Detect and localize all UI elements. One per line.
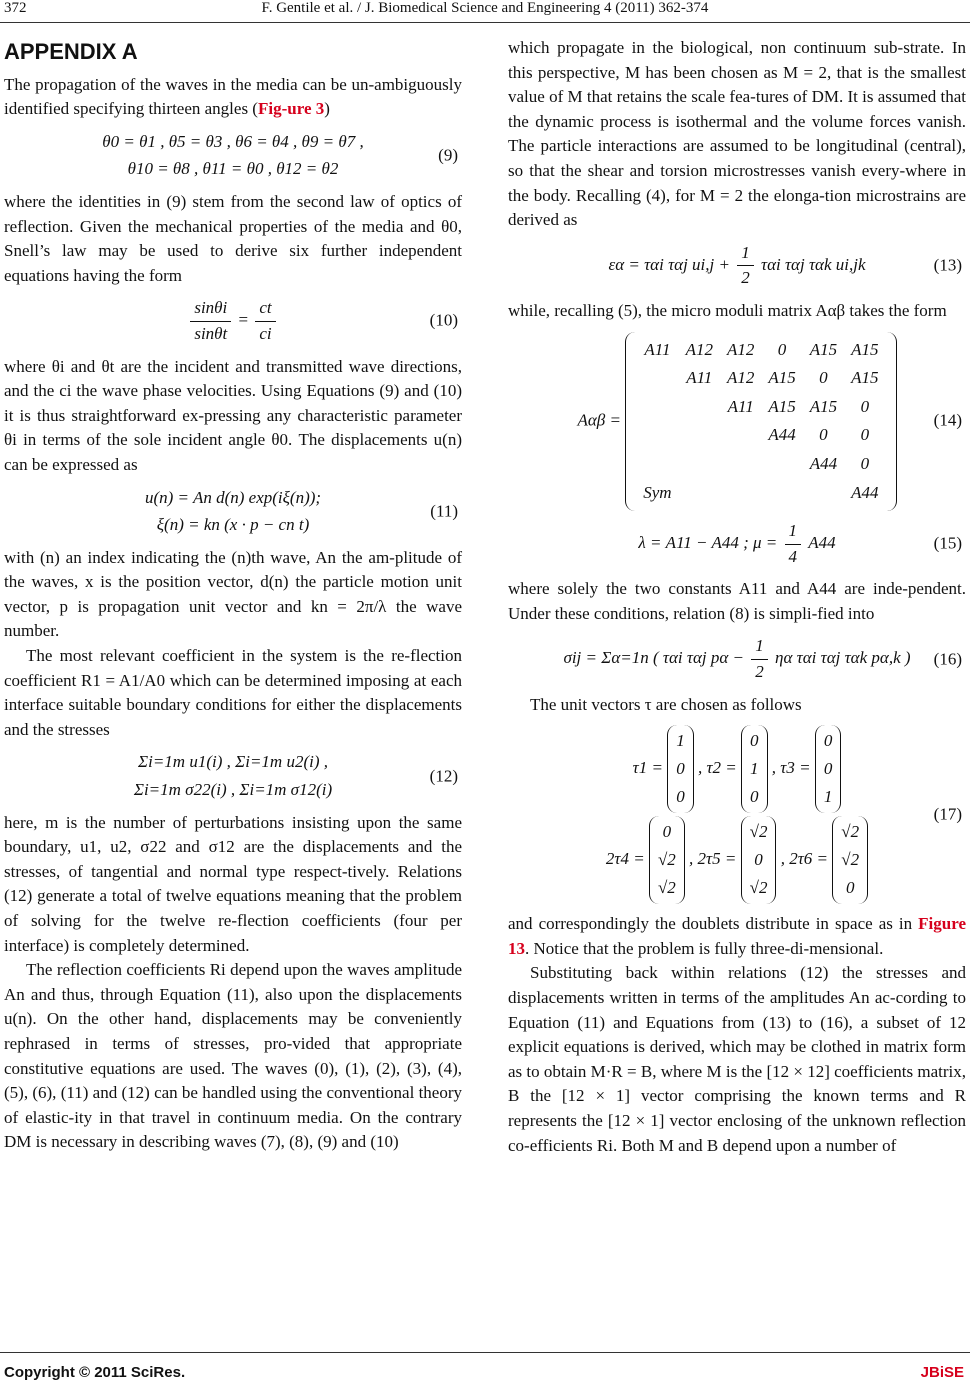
equation-14 [508,332,966,512]
equation-number: (11) [430,501,458,521]
matrix-cell: A15 [768,368,796,388]
matrix-cell: 0 [819,425,828,445]
vector-entry: √2 [749,878,768,898]
matrix-cell: A15 [768,396,796,416]
matrix-cell: A44 [768,425,796,445]
matrix-cell [720,479,761,508]
denominator: 2 [755,662,764,682]
unit-vector [667,725,694,813]
page-number: 372 [4,0,27,16]
vector-entry: √2 [841,822,860,842]
copyright: Copyright © 2011 SciRes. [4,1364,186,1381]
numerator: 1 [737,241,754,267]
fraction [785,519,802,569]
paragraph: The most relevant coefficient in the system is the re-flection coefficient R1 = A1/A0 which can be determined imposing at each interface suitable boundary conditions for either the displacements and the stresses [4,646,462,739]
equation-part: , τ3 = [771,758,811,778]
moduli-matrix [625,332,896,512]
vector-entry: 0 [750,731,759,751]
equation-line [508,725,966,813]
matrix-cell [720,421,761,450]
matrix-cell: A12 [685,339,713,359]
equation-part: τ1 = [632,758,663,778]
equation-line [508,816,966,904]
matrix-cell: 0 [819,368,828,388]
vector-entry: 0 [823,759,833,779]
unit-vector [741,725,768,813]
matrix-cell: A44 [809,453,838,473]
matrix-table [636,336,885,508]
vector-entry: 0 [754,850,763,870]
equation-part: σij = Σα=1n ( ταi ταj pα − [563,648,745,668]
equation-11 [4,486,462,538]
paragraph: with (n) an index indicating the (n)th wave, An the am-plitude of the waves, x is the position vector, d(n) the particle motion unit vector, p is propagation unit vector and kn = 2π/λ the wave number. [4,547,462,641]
equation-line: θ10 = θ8 , θ11 = θ0 , θ12 = θ2 [127,159,339,179]
equation-line: θ0 = θ1 , θ5 = θ3 , θ6 = θ4 , θ9 = θ7 , [102,131,364,151]
vector-entry: √2 [657,850,676,870]
matrix-cell [679,479,720,508]
right-column [508,36,966,1158]
paragraph: here, m is the number of perturbations insisting upon the same boundary, u1, u2, σ22 and σ12 are the displacements and the stresses, of tangential and normal type respect-tively. Relations (12) generate a total of twelve equations meaning that the problem of solving for the twelve re-flection coefficients (four per interface) is completely determined. [4,812,462,955]
matrix-cell: A11 [644,339,671,359]
equation-number: (16) [933,649,962,669]
matrix-cell: 0 [777,339,787,359]
unit-vector [832,816,868,904]
fraction [190,296,231,346]
paragraph: The reflection coefficients Ri depend upon the waves amplitude An and thus, through Equation (11), also upon the displacements u(n). On the other hand, displacements may be conveniently rephrased in terms of stresses, pro-vided that appropriate constitutive equations are used. The waves (0), (1), (2), (3), (4), (5), (6), (11) and (12) can be handled using the conventional theory of elastic-ity in that travel in continuum media. On the contrary DM is necessary in describing waves (7), (8), (9) and (10) [4,960,462,1152]
matrix-cell: A12 [726,339,755,359]
equation-part: ταi ταj ταk ui,jk [760,254,866,274]
paragraph: Substituting back within relations (12) the stresses and displacements written in terms of the amplitudes An ac-cording to Equation (11) and Equations from (13) to (16), a subset of 12 explicit equations is derived, which may be clothed in matrix form as to obtain M·R = B, where M is the [12 × 12] coefficients matrix, B the [12 × 1] vector comprising the known terms and R represents the [12 × 1] vector enclosing of the unknown reflection co-efficients Ri. Both M and B depend upon a number of [508,963,966,1155]
numerator: sinθi [190,296,231,322]
equation-line: Σi=1m σ22(i) , Σi=1m σ12(i) [133,780,333,800]
matrix-cell: A15 [851,368,879,388]
text-run: The propagation of the waves in the media can be un-ambiguously identified specifying thirteen angles ( [4,74,462,119]
equation-line: u(n) = An d(n) exp(iξ(n)); [144,487,322,507]
unit-vector [649,816,685,904]
vector-entry: √2 [749,822,768,842]
equation-9 [4,130,462,182]
matrix-cell [679,421,720,450]
numerator: 1 [751,634,768,660]
text-run: ) [324,99,330,119]
header-rule [0,22,970,23]
numerator: 1 [785,519,802,545]
paragraph [4,73,462,122]
paragraph: where the identities in (9) stem from the second law of optics of reflection. Given the mechanical properties of the media and θ0, Snell’s law may be used to derive six further independent equations having the form [4,191,462,285]
vector-entry: 1 [823,787,833,807]
matrix-cell [761,450,802,479]
journal-logo: JBiSE [920,1364,964,1381]
equation-number: (17) [933,804,962,824]
matrix-cell [679,393,720,422]
vector-entry: 0 [676,759,685,779]
matrix-cell [761,479,802,508]
equation-10: $\frac{\sin\theta i}{\sin\theta t}$ = $\frac{ct}{ci}$ (10) [4,296,462,346]
running-title: F. Gentile et al. / J. Biomedical Science and Engineering 4 (2011) 362-374 [261,0,709,16]
equation-number: (13) [933,255,962,275]
equation-15 [508,519,966,569]
matrix-cell [636,364,678,393]
paragraph [508,912,966,961]
matrix-cell: A44 [851,482,879,502]
denominator: ci [259,323,272,343]
denominator: sinθt [194,323,228,343]
paragraph: where θi and θt are the incident and transmitted wave directions, and the ci the wave phase velocities. Using Equations (9) and (10) it is thus straightforward ex-pressing any characteristic parameter θi in terms of the sole incident angle θ0. The displacements u(n) can be expressed as [4,356,462,474]
matrix-cell [636,421,678,450]
unit-vector [741,816,777,904]
appendix-heading: APPENDIX A [4,39,138,64]
matrix-cell: A15 [851,339,879,359]
equation-part: , τ2 = [697,758,737,778]
equation-number: (15) [933,533,962,553]
page-header [0,0,970,24]
equation-line: ξ(n) = kn (x · p − cn t) [156,515,310,535]
matrix-cell [720,450,761,479]
text-run: and correspondingly the doublets distribute in space as in [508,914,919,934]
equation-number: (9) [438,145,458,165]
equation-number: (10) [429,311,458,331]
paragraph: where solely the two constants A11 and A44 are inde-pendent. Under these conditions, relation (8) is simpli-fied into [508,579,966,623]
page-footer [0,1352,970,1386]
matrix-cell [636,393,678,422]
paragraph: while, recalling (5), the micro moduli matrix Aαβ takes the form [508,300,947,320]
matrix-cell [803,479,844,508]
matrix-cell: 0 [860,453,870,473]
text-run: . Notice that the problem is fully three-di-mensional. [525,938,884,958]
matrix-cell: 0 [860,396,870,416]
equation-part: ηα ταi ταj ταk pα,k ) [775,648,911,668]
figure-link[interactable]: Fig-ure 3 [257,99,325,119]
equation-part: Aαβ = [577,410,621,430]
matrix-cell: Sym [643,482,672,502]
matrix-cell: A11 [686,368,713,388]
matrix-cell [636,450,678,479]
equation-part: , 2τ5 = [689,849,737,869]
equation-12 [4,750,462,802]
fraction [751,634,768,684]
vector-entry: 0 [750,787,759,807]
equation-part: εα = ταi ταj ui,j + [608,254,730,274]
equation-16 [508,634,966,684]
matrix-cell: A15 [809,339,838,359]
matrix-cell [679,450,720,479]
matrix-cell: 0 [860,425,870,445]
equation-13 [508,241,966,291]
matrix-cell: A15 [809,396,838,416]
equation-17 [508,725,966,904]
denominator: 2 [741,268,750,288]
vector-entry: 0 [662,822,672,842]
equation-number: (14) [933,411,962,431]
paragraph: The unit vectors τ are chosen as follows [530,694,802,714]
left-column [4,36,462,1155]
vector-entry: 1 [750,759,759,779]
equation-part: , 2τ6 = [780,849,829,869]
vector-entry: 0 [823,731,833,751]
vector-entry: 1 [676,731,685,751]
matrix-cell: A11 [727,396,754,416]
unit-vector [815,725,842,813]
equation-number: (12) [429,766,458,786]
vector-entry: 0 [845,878,855,898]
paragraph: which propagate in the biological, non continuum sub-strate. In this perspective, M has been chosen as M = 2, that is the smallest value of M that retains the scale fea-tures of DM. It is assumed that the dynamic process is isothermal and the volume forces vanish. The particle interactions are assumed to be longitudinal (central), so that the shear and torsion microstresses vanish every-where in the body. Recalling (4), for M = 2 the elonga-tion microstrains are derived as [508,38,966,230]
footer-rule [0,1352,970,1353]
equation-part: λ = A11 − A44 ; μ = [638,533,778,553]
equation-line: Σi=1m u1(i) , Σi=1m u2(i) , [138,752,328,772]
fraction [255,296,275,346]
vector-entry: √2 [841,850,860,870]
matrix-cell: A12 [726,368,755,388]
equation-part: A44 [808,533,836,553]
fraction [737,241,754,291]
equation-part: 2τ4 = [605,849,645,869]
numerator: ct [255,296,275,322]
vector-entry: 0 [676,787,685,807]
denominator: 4 [788,546,798,566]
vector-entry: √2 [657,878,676,898]
figure-link[interactable]: Figure 13 [508,914,966,958]
